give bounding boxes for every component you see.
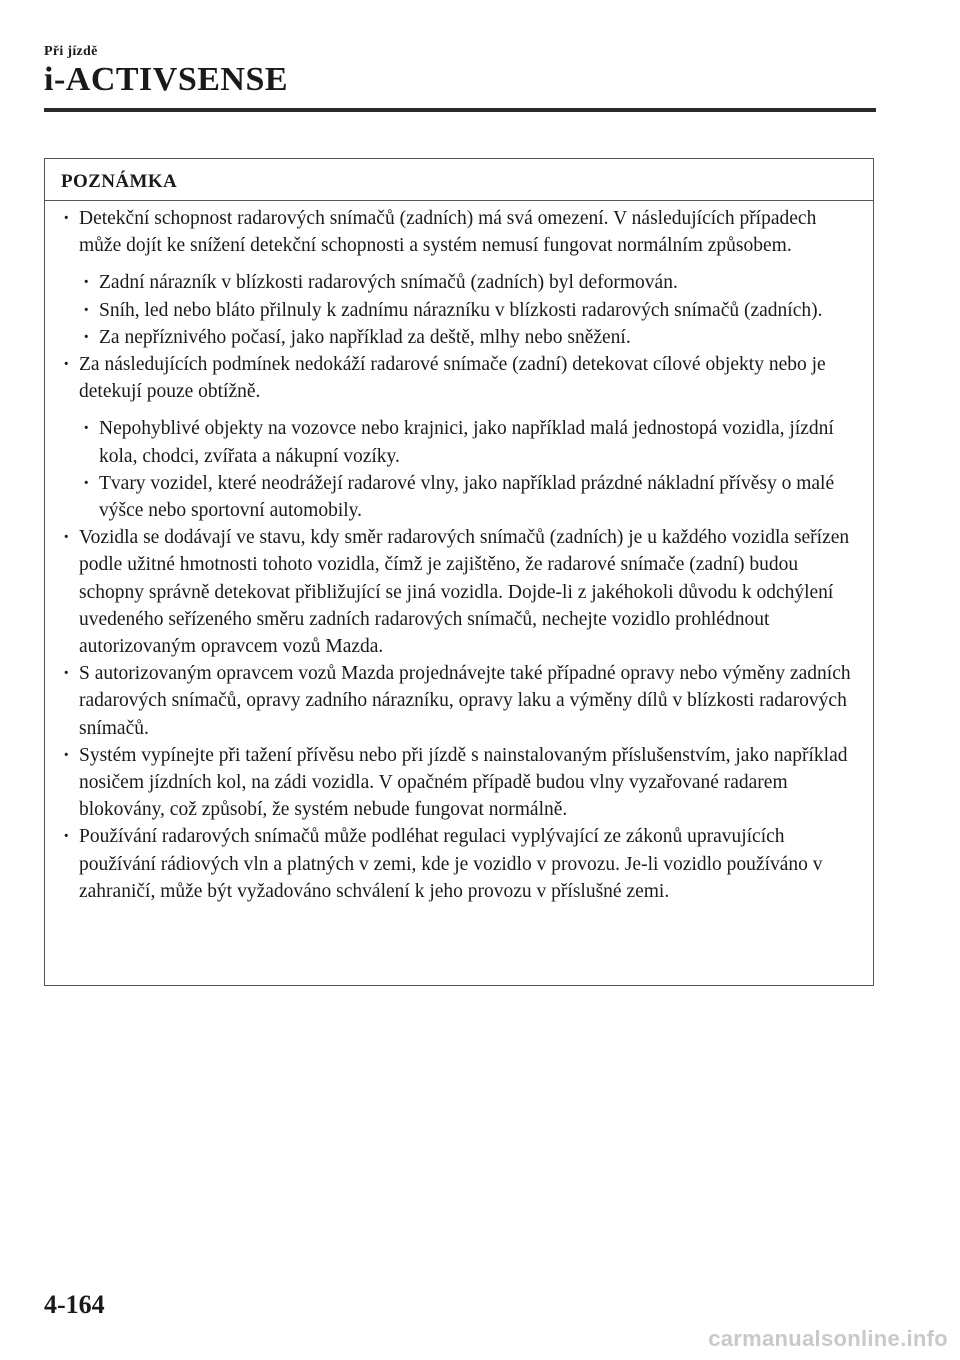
note-item [59, 660, 859, 742]
note-body [45, 201, 873, 905]
note-subitem: · Tvary vozidel, které neodrážejí radarové vlny, jako například prázdné nákladní přívěsy o malé výšce nebo sportovní automobily. [71, 470, 859, 524]
note-item [59, 524, 859, 660]
note-sublist [79, 269, 859, 351]
note-subitem: · Nepohyblivé objekty na vozovce nebo krajnici, jako například malá jednostopá vozidla, jízdní kola, chodci, zvířata a nákupní vozíky. [71, 415, 859, 469]
note-box [44, 158, 874, 986]
note-item [59, 205, 859, 351]
note-item-text: Detekční schopnost radarových snímačů (zadních) má svá omezení. V následujících případech může dojít ke snížení detekční schopnosti a systém nemusí fungovat normálním způsobem. [79, 208, 817, 257]
chapter-title: i-ACTIVSENSE [44, 61, 289, 98]
note-subitem: · Sníh, led nebo bláto přilnuly k zadnímu nárazníku v blízkosti radarových snímačů (zadních). [71, 297, 859, 324]
note-item [59, 823, 859, 905]
note-subitem: · Za nepříznivého počasí, jako například za deště, mlhy nebo sněžení. [71, 324, 859, 351]
section-label: Při jízdě [44, 44, 98, 59]
note-item [59, 351, 859, 524]
note-subitem: · Zadní nárazník v blízkosti radarových snímačů (zadních) byl deformován. [71, 269, 859, 296]
note-list [59, 205, 859, 905]
page-number: 4-164 [44, 1290, 105, 1319]
note-item-text: Systém vypínejte při tažení přívěsu nebo při jízdě s nainstalovaným příslušenstvím, jako například nosičem jízdních kol, na zádi vozidla. V opačném případě budou vlny vyzařované radarem blokovány, což způsobí, že systém nebude fungovat normálně. [79, 744, 848, 821]
note-title: POZNÁMKA [45, 159, 873, 201]
note-item-text: S autorizovaným opravcem vozů Mazda projednávejte také případné opravy nebo výměny zadních radarových snímačů, opravy zadního nárazníku, opravy laku a výměny dílů v blízkosti radarových snímačů. [79, 663, 851, 739]
note-sublist [79, 415, 859, 524]
note-item-text: Používání radarových snímačů může podléhat regulaci vyplývající ze zákonů upravujících používání rádiových vln a platných v zemi, kde je vozidlo v provozu. Je-li vozidlo používáno v zahraničí, může být vyžadováno schválení k jeho provozu v příslušné zemi. [79, 826, 823, 902]
note-item-text: Vozidla se dodávají ve stavu, kdy směr radarových snímačů (zadních) je u každého vozidla seřízen podle užitné hmotnosti tohoto vozidla, čímž je zajištěno, že radarové snímače (zadní) budou schopny správně detekovat přibližující se jiná vozidla. Dojde-li z jakéhokoli důvodu k odchýlení uvedeného seřízeného směru zadních radarových snímačů, nechejte vozidlo prohlédnout autorizovaným opravcem vozů Mazda. [79, 527, 850, 658]
note-item-text: Za následujících podmínek nedokáží radarové snímače (zadní) detekovat cílové objekty nebo je detekují pouze obtížně. [79, 354, 826, 403]
title-rule [44, 108, 876, 112]
note-item [59, 742, 859, 824]
watermark: carmanualsonline.info [708, 1326, 948, 1351]
